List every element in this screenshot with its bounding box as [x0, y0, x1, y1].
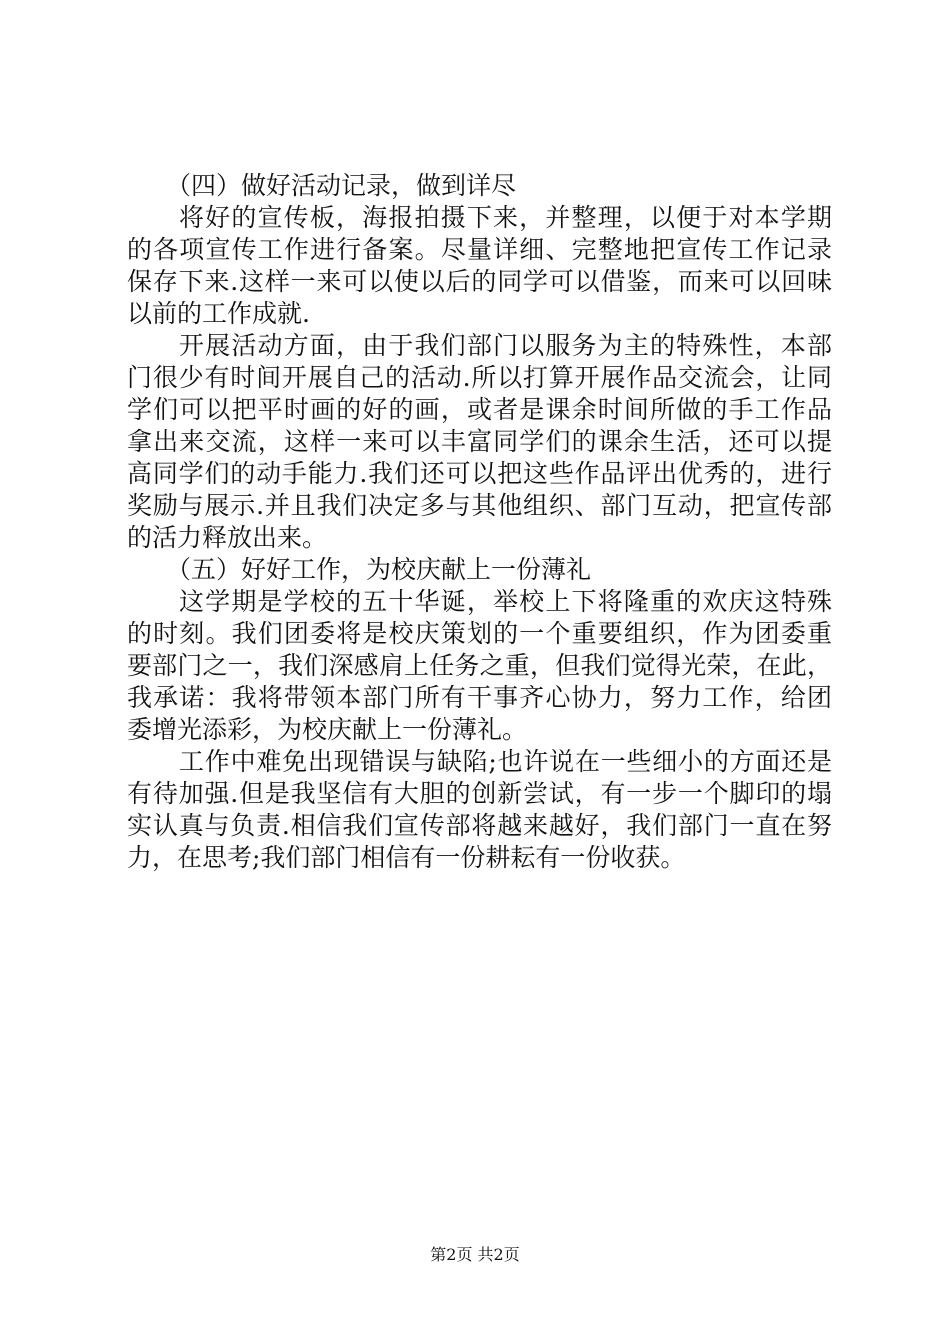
- text-line: 以前的工作成就.: [127, 299, 310, 328]
- text-line: 委增光添彩，为校庆献上一份薄礼。: [127, 715, 528, 744]
- text-line: 开展活动方面，由于我们部门以服务为主的特殊性，本部: [179, 331, 832, 360]
- text-line: 有待加强.但是我坚信有大胆的创新尝试，有一步一个脚印的塌: [127, 779, 832, 808]
- paragraph: [127, 202, 832, 330]
- section-heading: [127, 170, 832, 202]
- text-line: 拿出来交流，这样一来可以丰富同学们的课余生活，还可以提: [127, 427, 832, 456]
- text-line: 将好的宣传板，海报拍摄下来，并整理，以便于对本学期: [179, 203, 832, 232]
- document-body: [127, 170, 832, 874]
- text-line: 保存下来.这样一来可以使以后的同学可以借鉴，而来可以回味: [127, 267, 832, 296]
- text-line: 我承诺：我将带领本部门所有干事齐心协力，努力工作，给团: [127, 683, 832, 712]
- section-heading: [127, 554, 832, 586]
- text-line: （五）好好工作，为校庆献上一份薄礼: [166, 555, 592, 584]
- text-line: （四）做好活动记录，做到详尽: [166, 171, 517, 200]
- paragraph: [127, 746, 832, 874]
- text-line: 要部门之一，我们深感肩上任务之重，但我们觉得光荣，在此，: [127, 651, 832, 680]
- text-line: 这学期是学校的五十华诞，举校上下将隆重的欢庆这特殊: [179, 587, 832, 616]
- text-line: 学们可以把平时画的好的画，或者是课余时间所做的手工作品: [127, 395, 832, 424]
- text-line: 的活力释放出来。: [127, 523, 328, 552]
- paragraph: [127, 586, 832, 746]
- text-line: 奖励与展示.并且我们决定多与其他组织、部门互动，把宣传部: [127, 491, 832, 520]
- text-line: 力，在思考;我们部门相信有一份耕耘有一份收获。: [127, 843, 686, 872]
- text-line: 的各项宣传工作进行备案。尽量详细、完整地把宣传工作记录: [127, 235, 832, 264]
- text-line: 工作中难免出现错误与缺陷;也许说在一些细小的方面还是: [179, 747, 832, 776]
- paragraph: [127, 330, 832, 554]
- text-line: 实认真与负责.相信我们宣传部将越来越好，我们部门一直在努: [127, 811, 832, 840]
- text-line: 高同学们的动手能力.我们还可以把这些作品评出优秀的，进行: [127, 459, 832, 488]
- text-line: 门很少有时间开展自己的活动.所以打算开展作品交流会，让同: [127, 363, 832, 392]
- text-line: 的时刻。我们团委将是校庆策划的一个重要组织，作为团委重: [127, 619, 832, 648]
- page-number: 第2页 共2页: [430, 1245, 520, 1264]
